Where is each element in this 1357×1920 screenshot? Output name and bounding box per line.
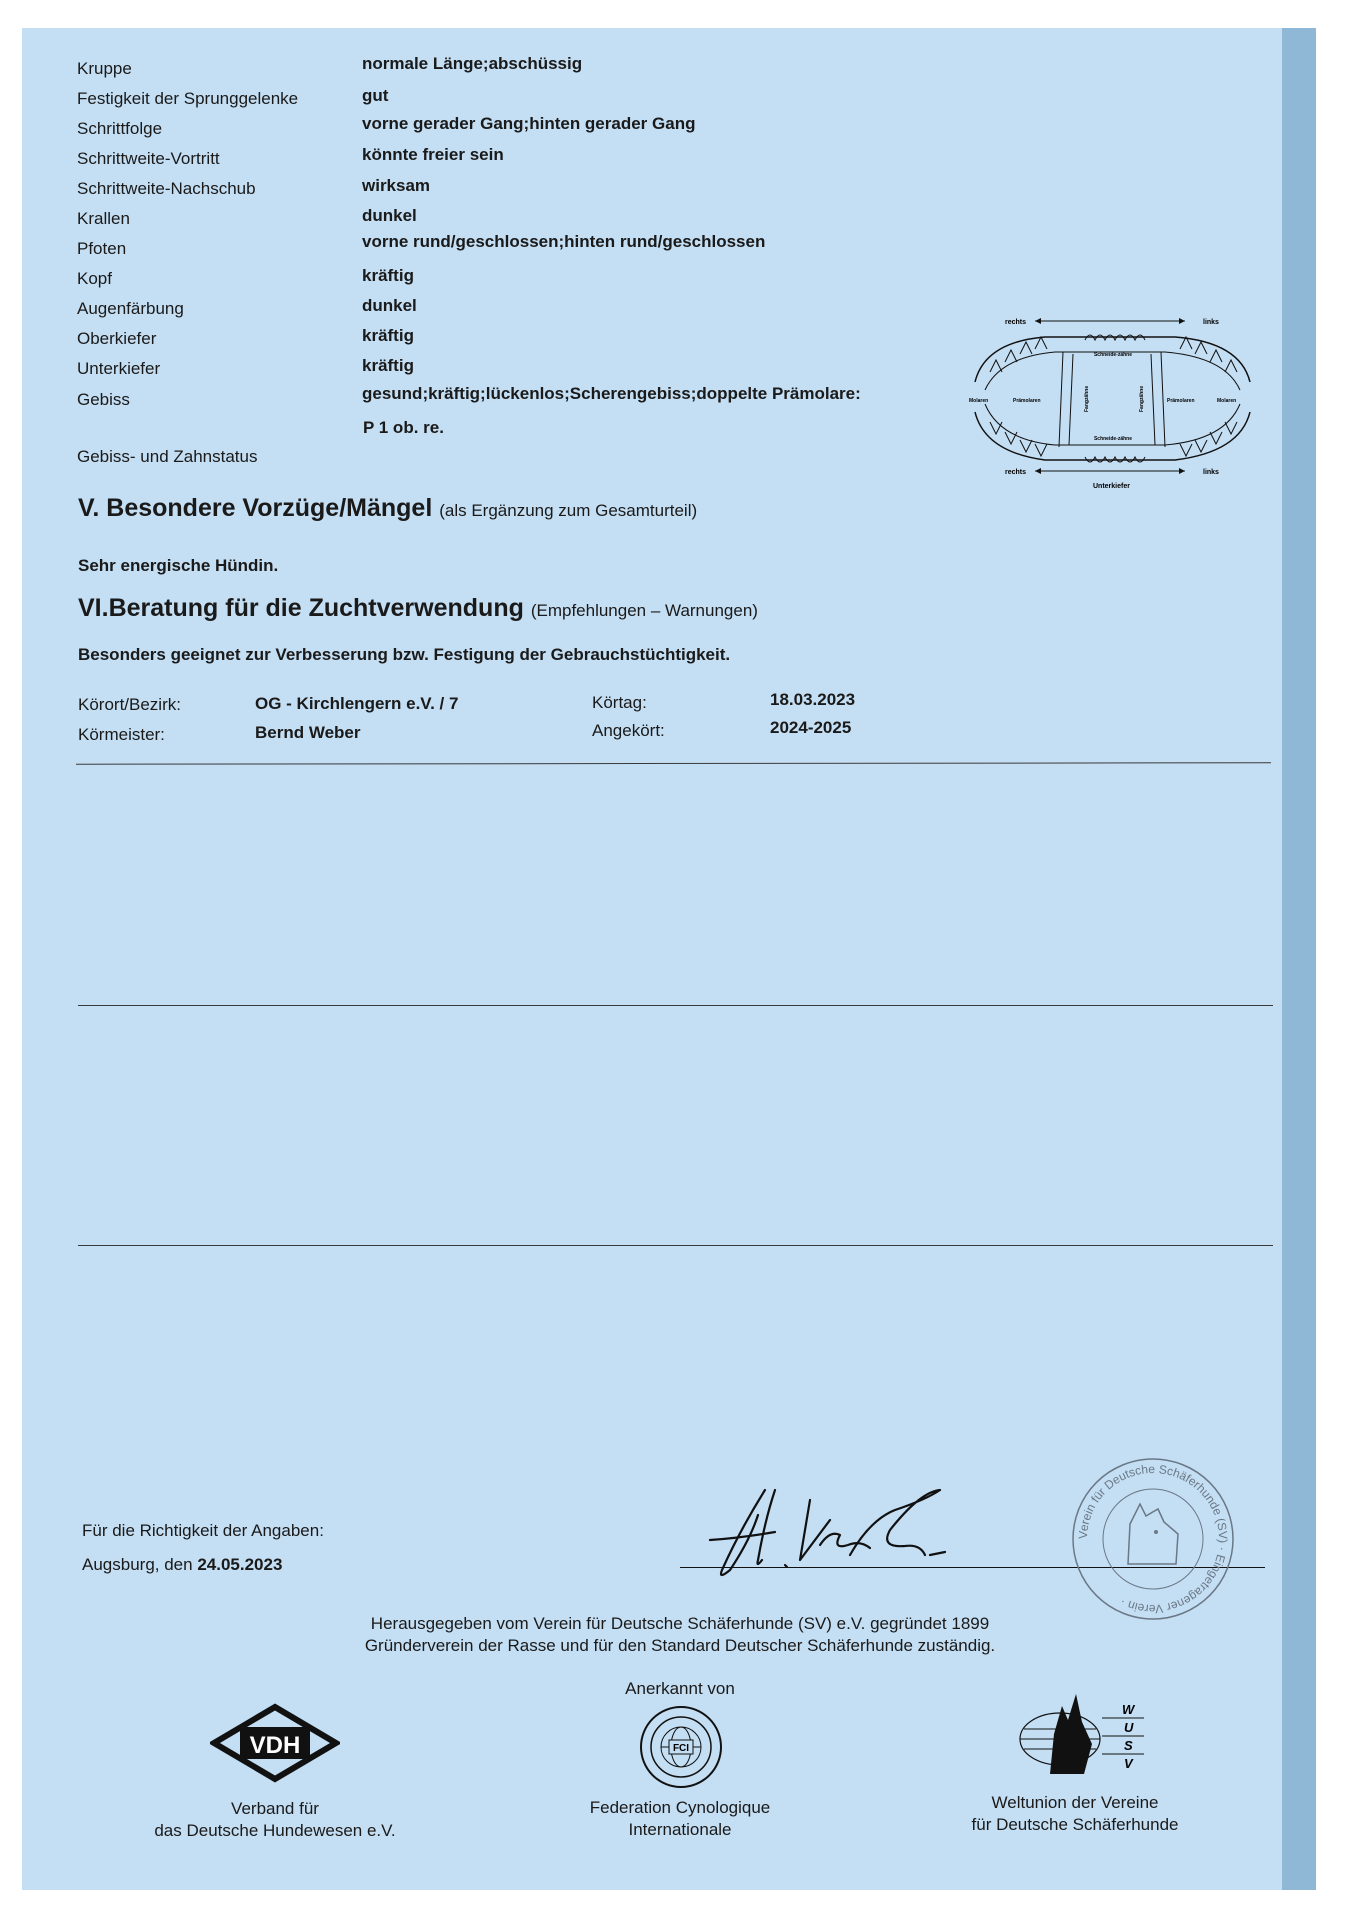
svg-text:U: U xyxy=(1124,1720,1134,1735)
dental-fangzahn-right: Fangzähne xyxy=(1139,385,1145,412)
attribute-label: Krallen xyxy=(77,209,130,228)
attribute-value: gesund;kräftig;lückenlos;Scherengebiss;doppelte Prämolare: xyxy=(362,384,861,403)
dental-praemolaren-right: Prämolaren xyxy=(1167,398,1195,404)
dental-molaren-right: Molaren xyxy=(1217,398,1237,404)
section6-heading xyxy=(78,594,758,623)
attribute-label: Oberkiefer xyxy=(77,329,157,348)
vdh-line1: Verband für xyxy=(231,1799,319,1818)
attribute-value: normale Länge;abschüssig xyxy=(362,54,583,73)
dental-molaren-left: Molaren xyxy=(969,398,989,404)
fci-line1: Federation Cynologique xyxy=(589,1798,771,1817)
section6-subtitle: (Empfehlungen – Warnungen) xyxy=(530,601,758,620)
gebiss-zahnstatus-label: Gebiss- und Zahnstatus xyxy=(77,447,258,466)
divider-line-2 xyxy=(78,1005,1273,1006)
vdh-line2: das Deutsche Hundewesen e.V. xyxy=(154,1821,396,1840)
attribute-label: Festigkeit der Sprunggelenke xyxy=(77,89,299,108)
divider-line-3 xyxy=(78,1245,1273,1246)
place-prefix: Augsburg, den xyxy=(82,1555,198,1574)
section5-title: V. Besondere Vorzüge/Mängel xyxy=(78,494,433,522)
attribute-label: Schrittfolge xyxy=(77,119,163,138)
svg-text:S: S xyxy=(1124,1738,1133,1753)
signature-date: 24.05.2023 xyxy=(197,1555,283,1574)
vdh-logo-text: VDH xyxy=(249,1732,301,1759)
attribute-label: Schrittweite-Nachschub xyxy=(77,179,256,198)
dental-unterkiefer: Unterkiefer xyxy=(1093,483,1130,490)
document-edge-strip xyxy=(1282,28,1316,1890)
dental-links-bottom: links xyxy=(1203,469,1219,476)
richtigkeit-label: Für die Richtigkeit der Angaben: xyxy=(82,1521,324,1540)
attribute-value: kräftig xyxy=(362,356,414,375)
attribute-value: dunkel xyxy=(362,296,417,315)
anerkannt-label: Anerkannt von xyxy=(625,1679,735,1698)
svg-text:W: W xyxy=(1122,1702,1135,1717)
sv-seal xyxy=(1068,1454,1238,1624)
vdh-logo xyxy=(210,1703,340,1783)
section5-heading xyxy=(78,494,697,523)
dental-chart-diagram xyxy=(955,312,1275,492)
attribute-label: Unterkiefer xyxy=(77,359,161,378)
dental-rechts-top: rechts xyxy=(1005,319,1027,326)
attribute-label: Kopf xyxy=(77,269,112,288)
attribute-label: Pfoten xyxy=(77,239,127,258)
section5-text: Sehr energische Hündin. xyxy=(78,556,279,575)
wusv-line2: für Deutsche Schäferhunde xyxy=(971,1815,1179,1834)
section5-subtitle: (als Ergänzung zum Gesamturteil) xyxy=(439,501,698,520)
attribute-label: Schrittweite-Vortritt xyxy=(77,149,220,168)
koerort-value: OG - Kirchlengern e.V. / 7 xyxy=(255,694,459,713)
angekoert-value: 2024-2025 xyxy=(770,718,852,737)
attribute-value: kräftig xyxy=(362,266,414,285)
attribute-label: Augenfärbung xyxy=(77,299,184,318)
attribute-label: Kruppe xyxy=(77,59,132,78)
publisher-line1: Herausgegeben vom Verein für Deutsche Schäferhunde (SV) e.V. gegründet 1899 xyxy=(370,1614,990,1633)
fci-logo xyxy=(638,1704,724,1790)
dental-schneidezaehne-bottom: Schneide-zähne xyxy=(1093,436,1133,442)
attribute-label: Gebiss xyxy=(77,390,130,409)
koertag-value: 18.03.2023 xyxy=(770,690,856,709)
attribute-value: gut xyxy=(362,86,389,105)
koertag-label: Körtag: xyxy=(592,693,647,712)
dental-praemolaren-left: Prämolaren xyxy=(1013,398,1041,404)
attribute-value: wirksam xyxy=(362,176,431,195)
attribute-value: vorne gerader Gang;hinten gerader Gang xyxy=(362,114,696,133)
dental-links-top: links xyxy=(1203,319,1219,326)
seal-text: Verein für Deutsche Schäferhunde (SV) · Eingetragener Verein · xyxy=(1075,1461,1231,1617)
fci-line2: Internationale xyxy=(628,1820,732,1839)
angekoert-label: Angekört: xyxy=(592,721,665,740)
attribute-value: könnte freier sein xyxy=(362,145,504,164)
dental-fangzahn-left: Fangzähne xyxy=(1084,385,1090,412)
signature xyxy=(680,1460,1020,1600)
wusv-logo xyxy=(1010,1684,1150,1784)
fci-logo-text: FCI xyxy=(672,1743,690,1754)
wusv-line1: Weltunion der Vereine xyxy=(991,1793,1159,1812)
gebiss-continuation: P 1 ob. re. xyxy=(363,418,444,437)
section6-text: Besonders geeignet zur Verbesserung bzw. Festigung der Gebrauchstüchtigkeit. xyxy=(78,645,731,664)
section6-title: VI.Beratung für die Zuchtverwendung xyxy=(78,594,524,622)
place-date xyxy=(82,1555,282,1575)
dental-schneidezaehne-top: Schneide-zähne xyxy=(1093,352,1133,358)
publisher-line2: Gründerverein der Rasse und für den Standard Deutscher Schäferhunde zuständig. xyxy=(364,1636,996,1655)
svg-text:Verein für Deutsche Schäferhun xyxy=(1076,1462,1230,1616)
attribute-value: kräftig xyxy=(362,326,414,345)
attribute-value: vorne rund/geschlossen;hinten rund/geschlossen xyxy=(362,232,766,251)
koermeister-value: Bernd Weber xyxy=(255,723,361,742)
dental-rechts-bottom: rechts xyxy=(1005,469,1027,476)
svg-text:V: V xyxy=(1124,1756,1133,1771)
koermeister-label: Körmeister: xyxy=(78,725,165,744)
koerort-label: Körort/Bezirk: xyxy=(78,695,181,714)
attribute-value: dunkel xyxy=(362,206,417,225)
